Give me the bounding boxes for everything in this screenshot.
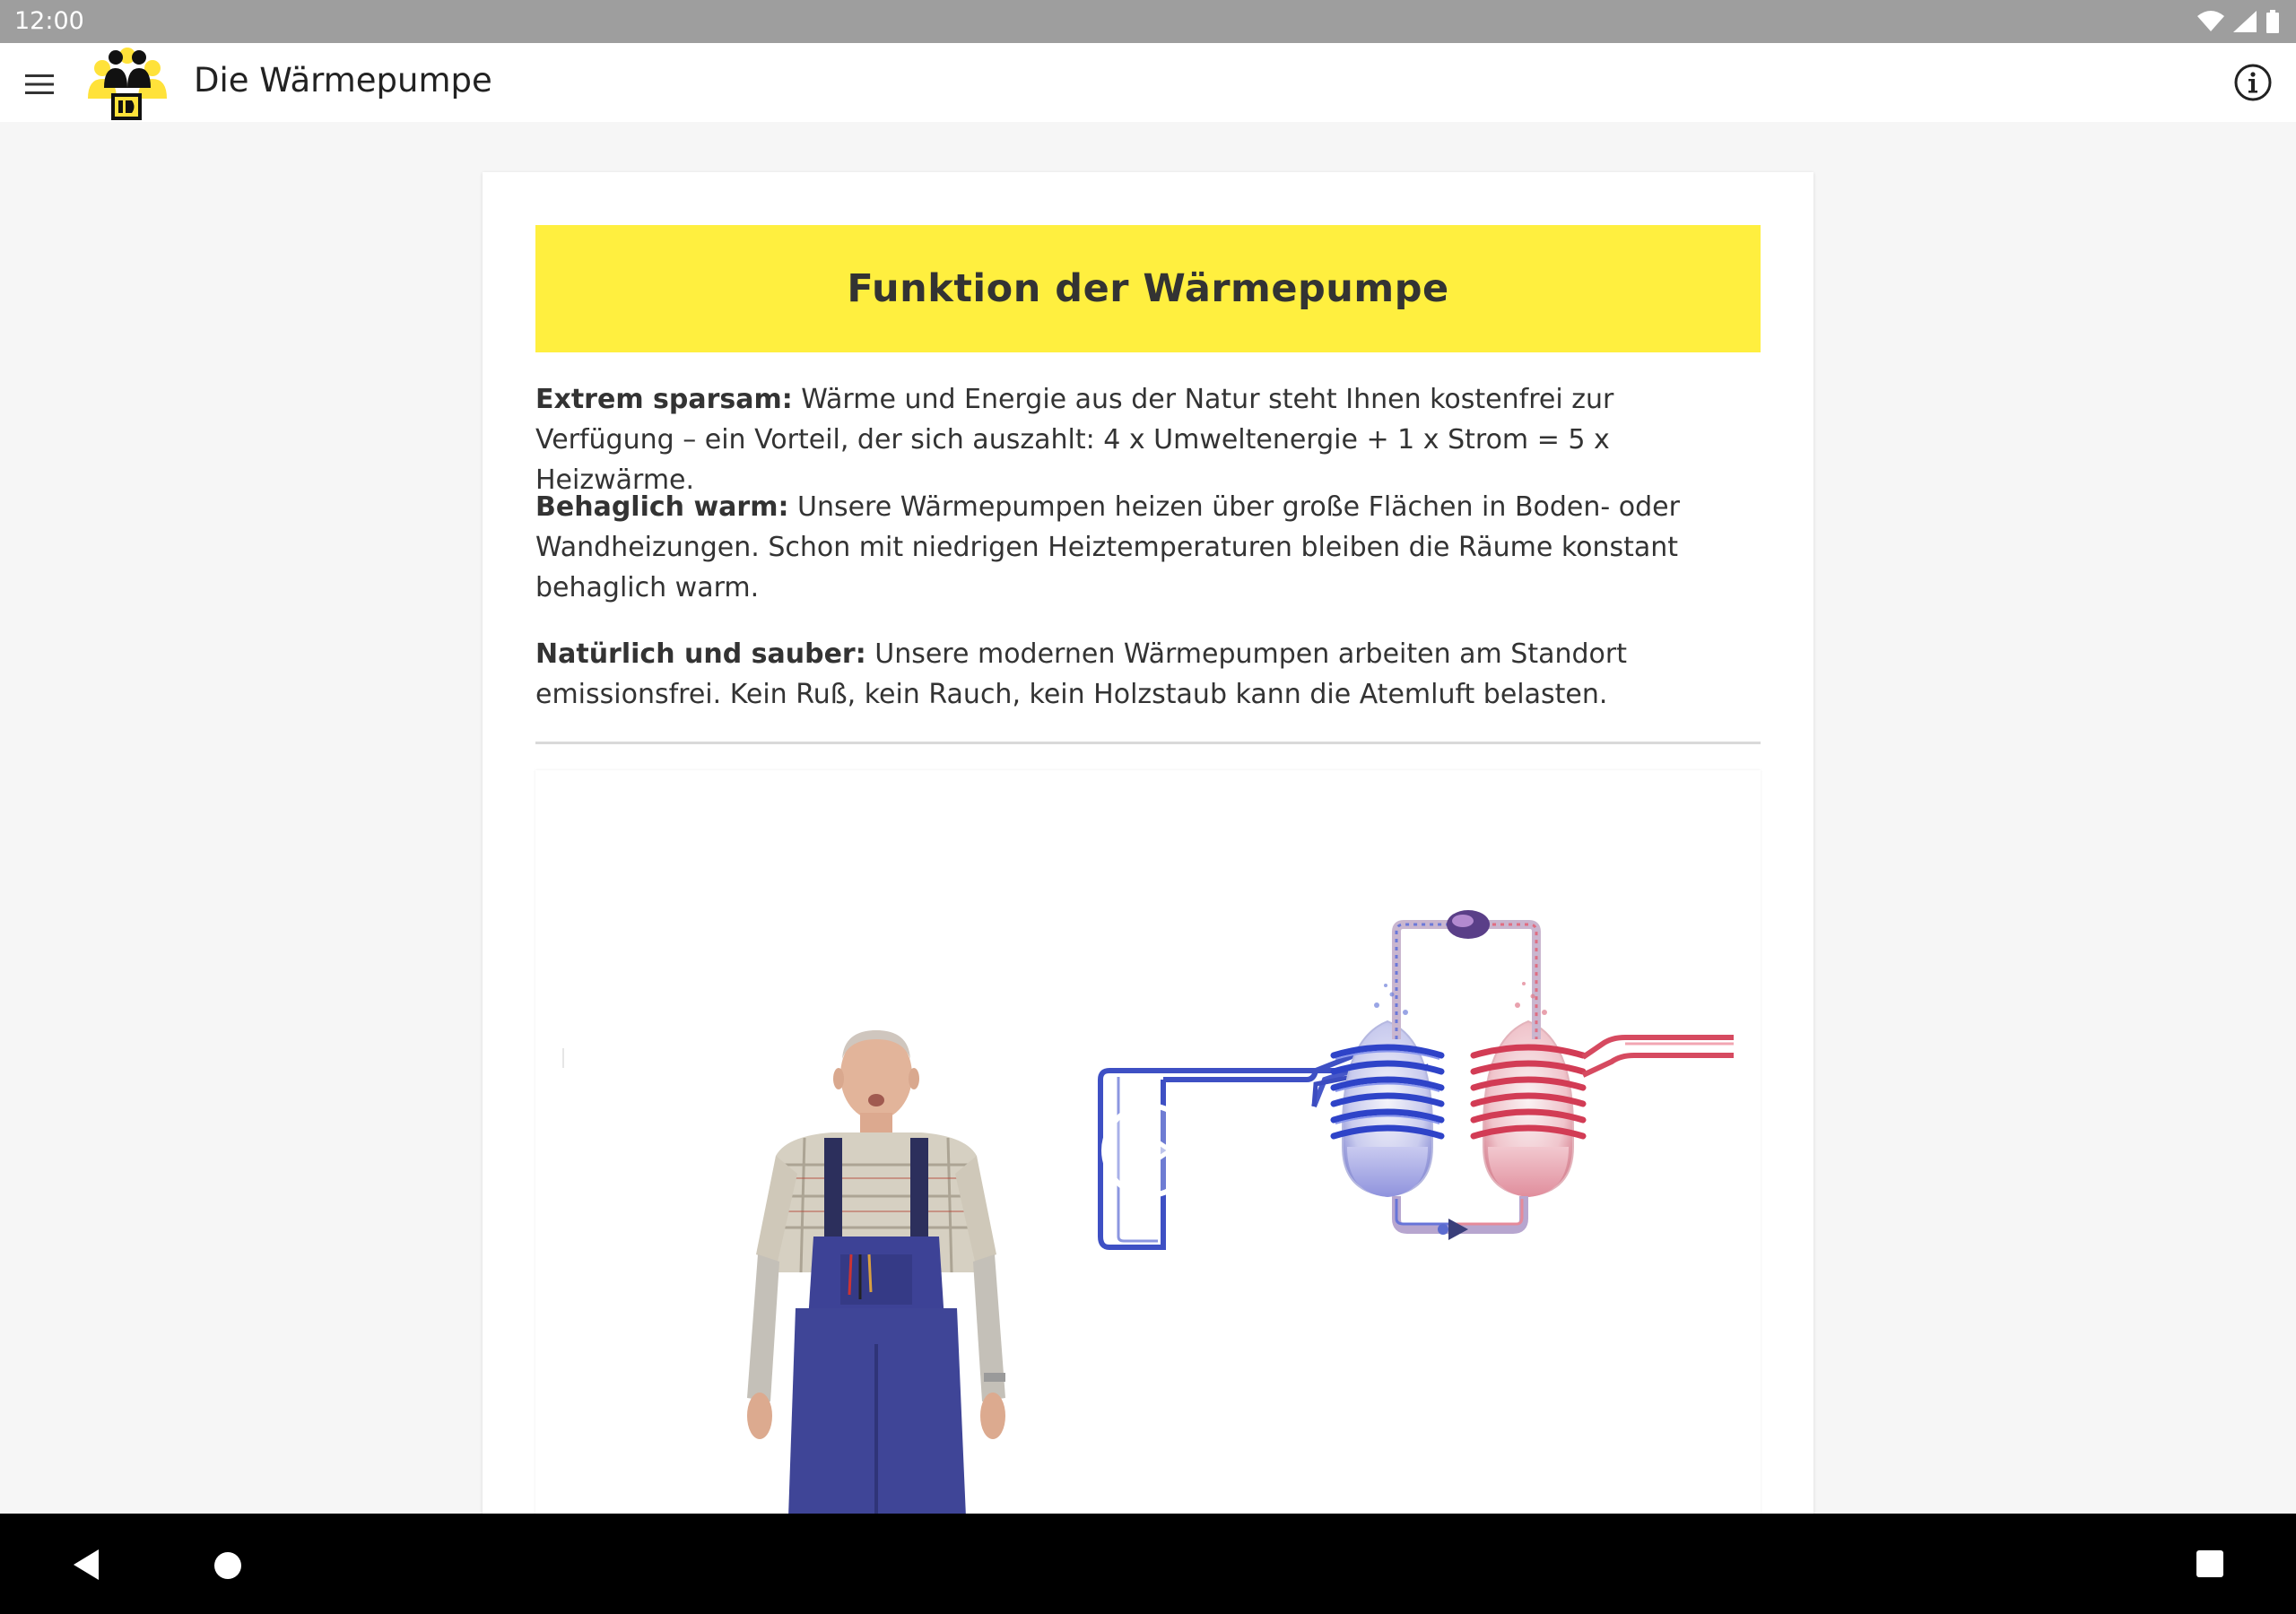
info-button[interactable] <box>2228 57 2278 108</box>
app-logo-icon <box>83 43 172 122</box>
status-icons <box>2197 9 2280 34</box>
video-player[interactable] <box>535 770 1761 1517</box>
wifi-icon <box>2197 11 2224 32</box>
paragraph-text: Unsere Wärmepumpen heizen über große Flächen in Boden- oder Wandheizungen. Schon mit niedrigen Heiztemperaturen bleiben die Räume konstant behaglich warm. <box>535 491 1680 603</box>
status-bar <box>0 0 2296 43</box>
app-bar <box>0 43 2296 122</box>
page-heading: Funktion der Wärmepumpe <box>847 266 1449 311</box>
home-icon[interactable] <box>208 1546 248 1585</box>
paragraph-natuerlich <box>535 634 1761 715</box>
paragraph-text: Wärme und Energie aus der Natur steht Ihnen kostenfrei zur Verfügung – ein Vorteil, der sich auszahlt: 4 x Umweltenergie + 1 x Strom = 5 x Heizwärme. <box>535 384 1614 496</box>
navigation-bar <box>0 1514 2296 1614</box>
app-title: Die Wärmepumpe <box>194 61 492 100</box>
paragraph-sparsam <box>535 379 1761 500</box>
divider <box>535 742 1761 744</box>
play-icon[interactable] <box>1100 1102 1197 1199</box>
menu-button[interactable] <box>13 57 66 111</box>
paragraph-label: Extrem sparsam: <box>535 384 793 415</box>
back-icon[interactable] <box>63 1542 108 1587</box>
paragraph-text: Unsere modernen Wärmepumpen arbeiten am Standort emissionsfrei. Kein Ruß, kein Rauch, kein Holzstaub kann die Atemluft belasten. <box>535 638 1627 710</box>
battery-icon <box>2266 10 2280 33</box>
paragraph-label: Natürlich und sauber: <box>535 638 866 670</box>
heading-banner <box>535 225 1761 352</box>
recent-apps-icon[interactable] <box>2194 1548 2226 1580</box>
paragraph-label: Behaglich warm: <box>535 491 789 523</box>
menu-icon <box>25 74 54 95</box>
signal-icon <box>2233 11 2257 32</box>
status-time: 12:00 <box>14 7 84 35</box>
content-card <box>483 172 1813 1517</box>
paragraph-behaglich <box>535 487 1761 608</box>
worker-figure <box>747 1030 1005 1517</box>
info-icon <box>2233 63 2273 102</box>
